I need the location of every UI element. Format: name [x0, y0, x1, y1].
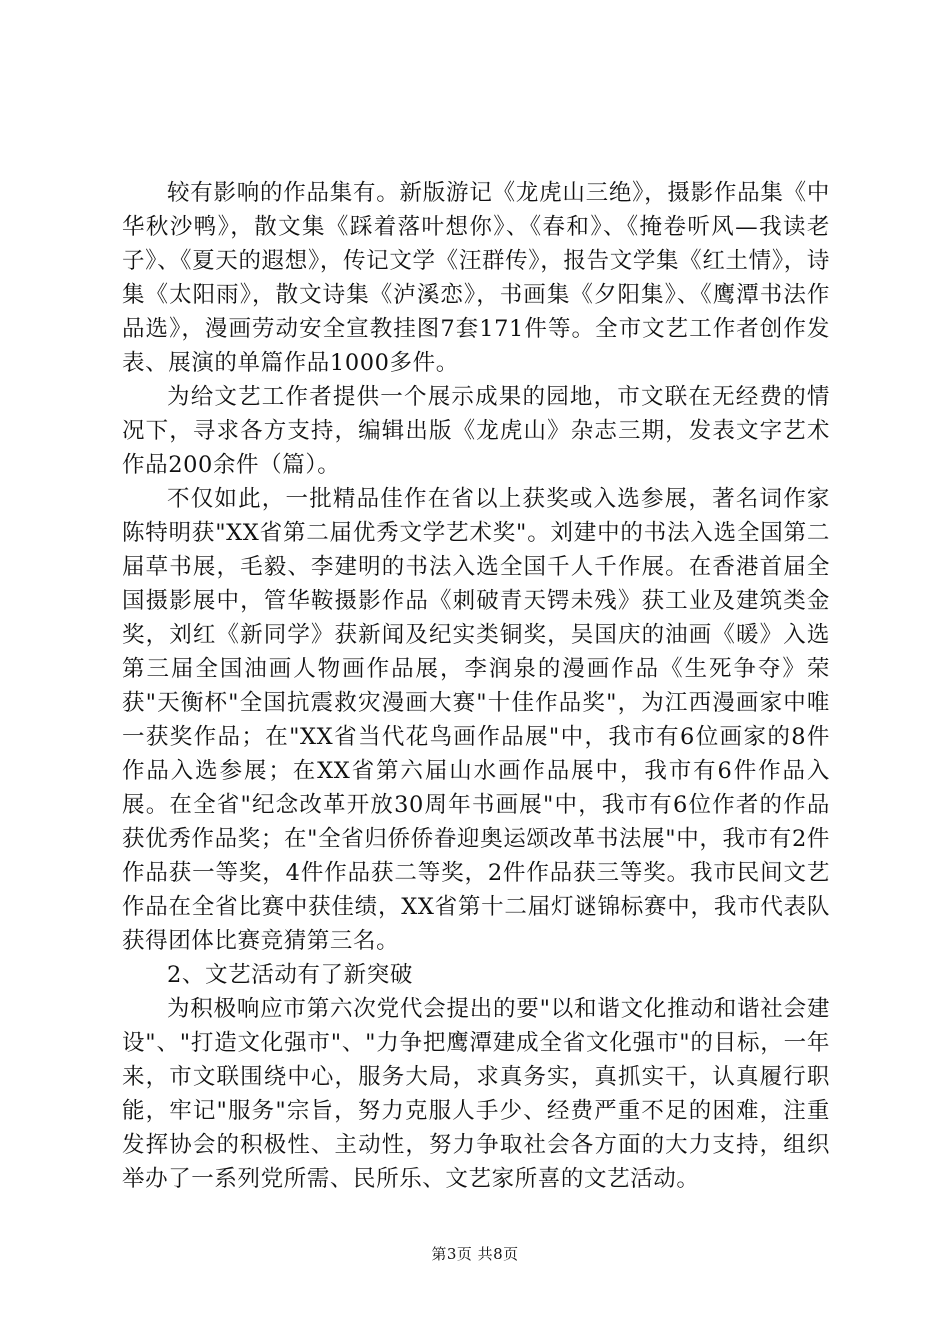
paragraph-awards: 不仅如此，一批精品佳作在省以上获奖或入选参展，著名词作家陈特明获"XX省第二届优秀文学艺术奖"。刘建中的书法入选全国第二届草书展，毛毅、李建明的书法入选全国千人千作展。在香港首届全国摄影展中，管华鞍摄影作品《刺破青天锷未残》获工业及建筑类金奖，刘红《新同学》获新闻及纪实类铜奖，吴国庆的油画《暖》入选第三届全国油画人物画作品展，李润泉的漫画作品《生死争夺》荣获"天衡杯"全国抗震救灾漫画大赛"十佳作品奖"，为江西漫画家中唯一获奖作品；在"XX省当代花鸟画作品展"中，我市有6位画家的8件作品入选参展；在XX省第六届山水画作品展中，我市有6件作品入展。在全省"纪念改革开放30周年书画展"中，我市有6位作者的作品获优秀作品奖；在"全省归侨侨眷迎奥运颂改革书法展"中，我市有2件作品获一等奖，4件作品获二等奖，2件作品获三等奖。我市民间文艺作品在全省比赛中获佳绩，XX省第十二届灯谜锦标赛中，我市代表队获得团体比赛竞猜第三名。 — [122, 486, 830, 954]
paragraph-activities: 为积极响应市第六次党代会提出的要"以和谐文化推动和谐社会建设"、"打造文化强市"、"力争把鹰潭建成全省文化强市"的目标，一年来，市文联围绕中心，服务大局，求真务实，真抓实干，认真履行职能，牢记"服务"宗旨，努力克服人手少、经费严重不足的困难，注重发挥协会的积极性、主动性，努力争取社会各方面的大力支持，组织举办了一系列党所需、民所乐、文艺家所喜的文艺活动。 — [122, 996, 830, 1192]
paragraph-works-collections: 较有影响的作品集有。新版游记《龙虎山三绝》，摄影作品集《中华秋沙鸭》，散文集《踩着落叶想你》、《春和》、《掩卷听风—我读老子》、《夏天的遐想》，传记文学《汪群传》，报告文学集《红土情》，诗集《太阳雨》，散文诗集《泸溪恋》，书画集《夕阳集》、《鹰潭书法作品选》，漫画劳动安全宣教挂图7套171件等。全市文艺工作者创作发表、展演的单篇作品1000多件。 — [122, 180, 830, 376]
section-heading: 2、文艺活动有了新突破 — [167, 962, 413, 988]
document-body — [122, 176, 830, 1196]
paragraph-magazine: 为给文艺工作者提供一个展示成果的园地，市文联在无经费的情况下，寻求各方支持，编辑出版《龙虎山》杂志三期，发表文字艺术作品200余件（篇）。 — [122, 384, 830, 478]
page-number-footer: 第3页 共8页 — [431, 1245, 519, 1263]
